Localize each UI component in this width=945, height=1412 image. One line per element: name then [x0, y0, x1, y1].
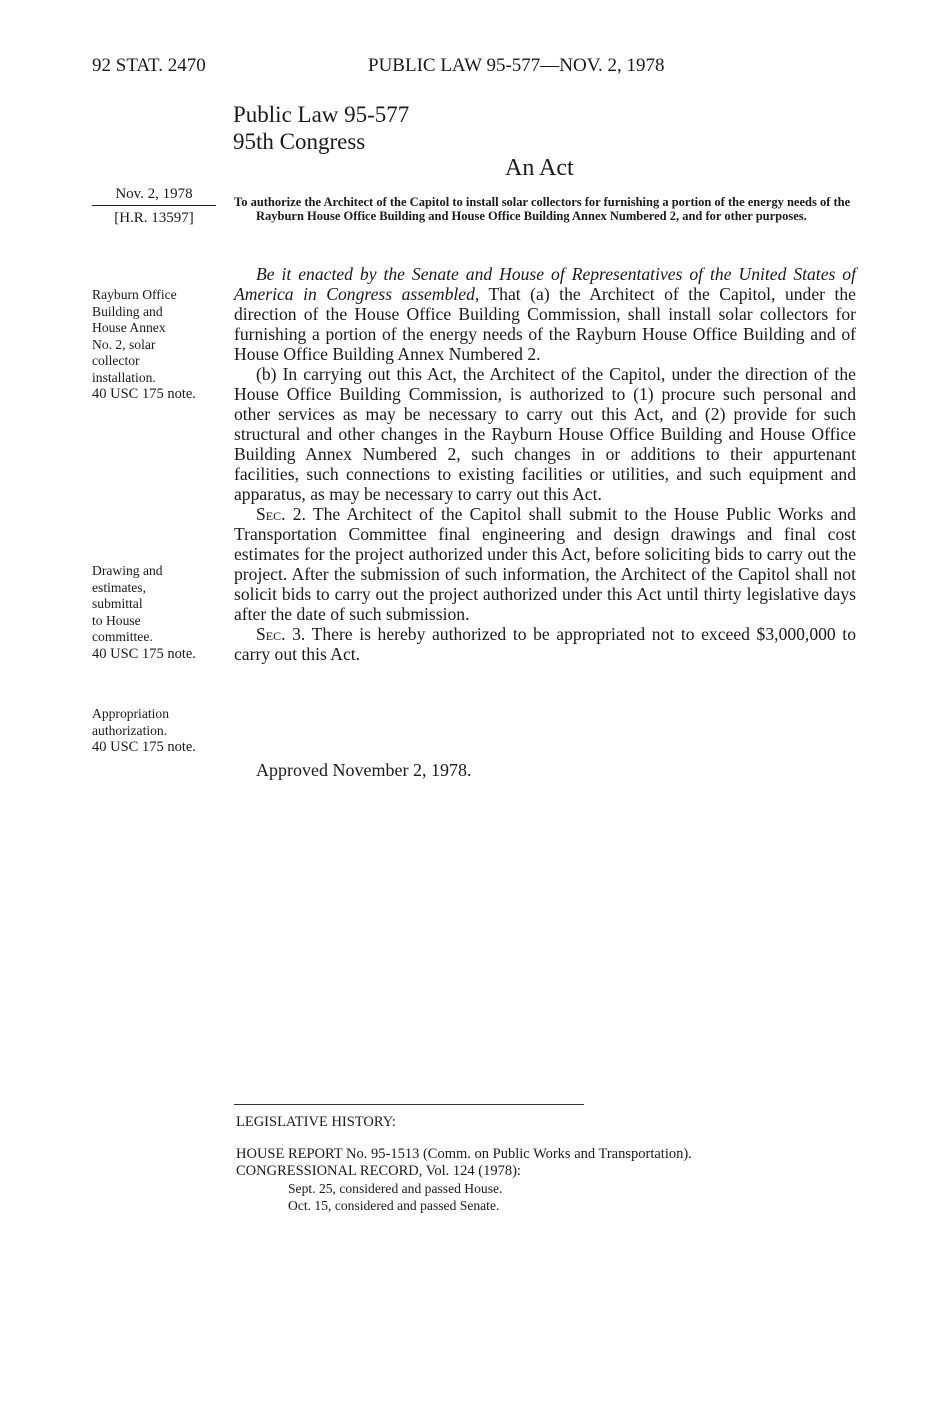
section-3-text: There is hereby authorized to be appropriated not to exceed $3,000,000 to carry out this Act.: [234, 624, 856, 664]
law-number: Public Law 95-577: [233, 102, 410, 127]
section-2-text: The Architect of the Capitol shall submit to the House Public Works and Transportation Committee final engineering and design drawings and final cost estimates for the project authorized under this Act, before soliciting bids to carry out the project. After the submission of such information, the Architect of the Capitol shall not solicit bids to carry out the project authorized under this Act until thirty legislative days after the date of such submission.: [234, 504, 856, 624]
enactment-date: Nov. 2, 1978: [92, 186, 216, 206]
section-2-label: Sec. 2.: [256, 504, 306, 524]
margin-note-line: submittal: [92, 596, 143, 611]
section-1-b: (b) In carrying out this Act, the Architect of the Capitol, under the direction of the House Office Building Commission, is authorized to (1) procure such personal and other services as may be necessary to carry out this Act, and (2) provide for such structural and other changes in the Rayburn House Office Building and House Office Building Annex Numbered 2, such changes in or additions to their appurtenant facilities, such connections to existing facilities or utilities, and such equipment and apparatus, as may be necessary to carry out this Act.: [234, 364, 856, 504]
act-heading: An Act: [505, 155, 574, 181]
running-head: PUBLIC LAW 95-577—NOV. 2, 1978: [368, 55, 665, 76]
margin-note-line: House Annex: [92, 320, 166, 335]
section-3: [234, 624, 856, 664]
margin-note-line: authorization.: [92, 722, 168, 738]
legislative-history-heading: LEGISLATIVE HISTORY:: [236, 1114, 396, 1130]
margin-note-line: committee.: [92, 629, 153, 644]
margin-note-line: to House: [92, 612, 141, 628]
margin-note-section-1: [92, 287, 222, 403]
bill-number: [H.R. 13597]: [114, 210, 194, 226]
margin-note-line: Drawing and: [92, 563, 163, 578]
history-action: Sept. 25, considered and passed House.: [288, 1181, 503, 1196]
margin-note-line: estimates,: [92, 579, 146, 595]
history-divider: [234, 1104, 584, 1105]
margin-note-section-2: [92, 563, 222, 662]
enacting-clause: Be it enacted by the Senate and House of Representatives of the United States of America in Congress assembled,: [234, 264, 856, 304]
usc-citation: 40 USC 175 note.: [92, 386, 196, 402]
margin-note-line: Rayburn Office: [92, 287, 177, 302]
section-2: [234, 504, 856, 624]
house-report: HOUSE REPORT No. 95-1513 (Comm. on Public Works and Transportation).: [236, 1146, 692, 1162]
section-1-a: [234, 264, 856, 364]
congressional-record: CONGRESSIONAL RECORD, Vol. 124 (1978):: [236, 1163, 521, 1179]
usc-citation: 40 USC 175 note.: [92, 739, 196, 755]
approval-date: Approved November 2, 1978.: [256, 760, 472, 780]
purpose-clause: To authorize the Architect of the Capitol to install solar collectors for furnishing a portion of the energy needs of the Rayburn House Office Building and House Office Building Annex Numbered 2, and for other purposes.: [234, 195, 851, 223]
legislative-history: [236, 1146, 692, 1214]
margin-note-line: collector: [92, 353, 140, 368]
margin-note-line: No. 2, solar: [92, 336, 156, 352]
margin-note-section-3: [92, 706, 222, 756]
margin-note-line: Appropriation: [92, 706, 170, 721]
margin-note-line: Building and: [92, 303, 163, 319]
usc-citation: 40 USC 175 note.: [92, 645, 196, 662]
history-action: Oct. 15, considered and passed Senate.: [288, 1198, 500, 1213]
margin-note-line: installation.: [92, 369, 156, 385]
section-3-label: Sec. 3.: [256, 624, 306, 644]
congress-number: 95th Congress: [233, 129, 366, 154]
act-body: [234, 264, 856, 664]
stat-page-number: 92 STAT. 2470: [92, 55, 206, 76]
section-1-a-text: That (a) the Architect of the Capitol, under the direction of the House Office Building Commission, shall install solar collectors for furnishing a portion of the energy needs of the Rayburn House Office Building and of House Office Building Annex Numbered 2.: [234, 284, 856, 364]
